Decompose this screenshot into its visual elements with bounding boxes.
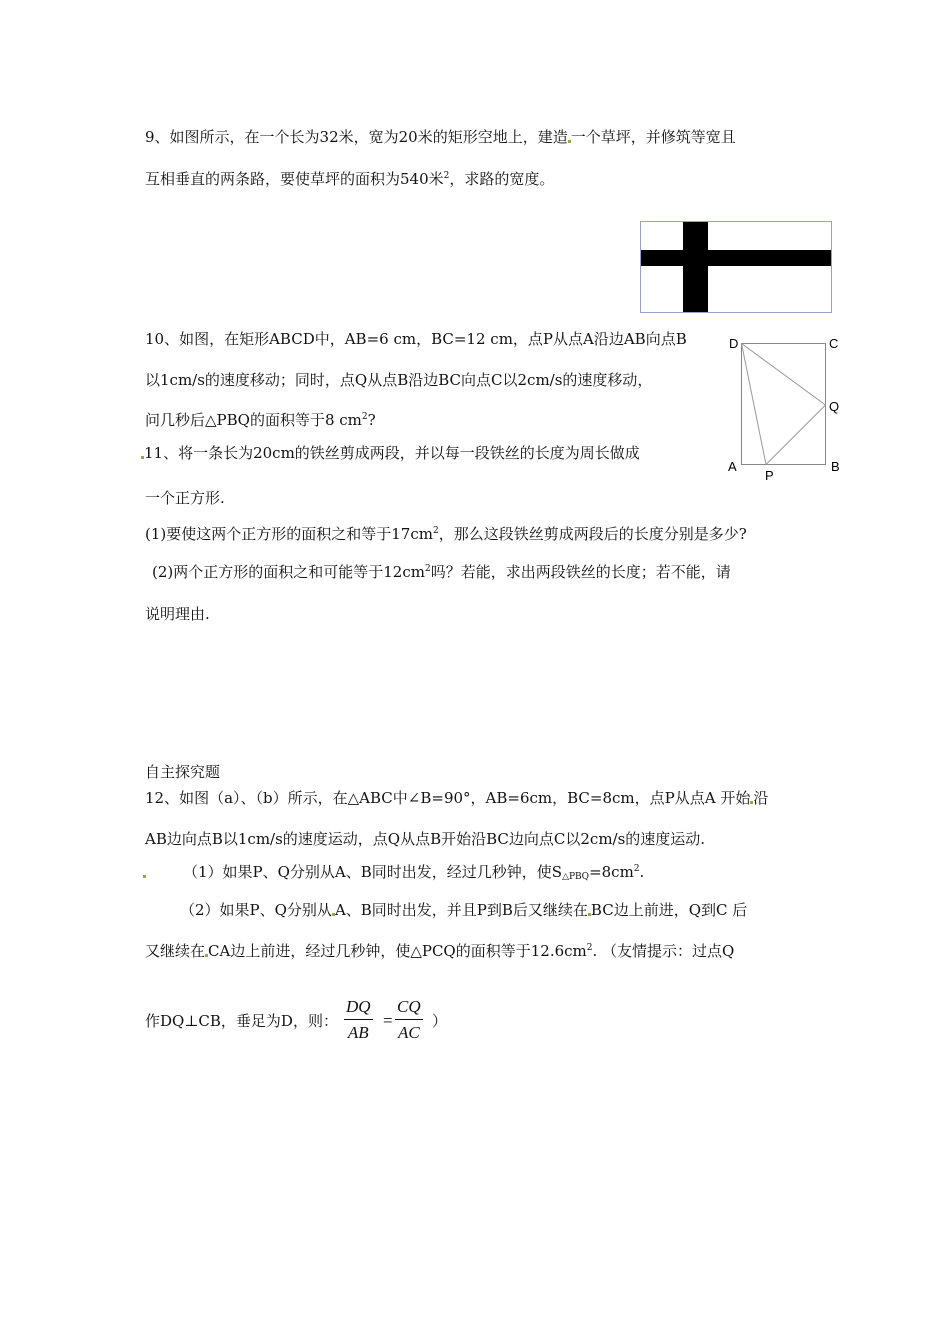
- fraction-dq-over-ab: [344, 997, 373, 1043]
- label-b: B: [831, 459, 840, 474]
- label-p: P: [765, 468, 774, 483]
- segment-pq: [766, 405, 826, 465]
- segment-dq: [742, 344, 826, 406]
- q11-part1: (1)要使这两个正方形的面积之和等于$17cm^2$，那么这段铁丝剪成两段后的长度分别是多少?: [145, 525, 747, 543]
- q9-line2: 互相垂直的两条路，要使草坪的面积为540米$^2$，求路的宽度。: [145, 170, 555, 188]
- fraction-bar: [344, 1019, 373, 1020]
- q9-line1: 9、如图所示，在一个长为32米，宽为20米的矩形空地上，建造 一个草坪，并修筑等宽且: [145, 128, 736, 146]
- vertical-road: [683, 222, 708, 312]
- equals-sign: =: [383, 1011, 393, 1030]
- fraction-numerator: DQ: [346, 997, 371, 1016]
- label-q: Q: [829, 399, 840, 414]
- closing-paren: ）: [432, 1012, 448, 1030]
- fraction-bar: [395, 1019, 423, 1020]
- q12-line2: AB边向点B以1cm/s的速度运动，点Q从点B开始沿BC边向点C以2cm/s的速度运动.: [145, 830, 706, 848]
- section-title: 自主探究题: [145, 763, 221, 781]
- q12-part2-line2: 又继续在 CA边上前进，经过几秒钟，使△PCQ的面积等于$12.6cm^2$. （友情提示：过点Q: [145, 942, 735, 960]
- stray-dot-mark: [143, 875, 146, 878]
- q11-part2: (2)两个正方形的面积之和可能等于$12cm^2$吗？若能，求出两段铁丝的长度；若不能，请: [152, 563, 731, 581]
- q10-line1: 10、如图，在矩形ABCD中，AB=6 cm，BC=12 cm，点P从点A沿边AB向点B: [145, 330, 687, 348]
- q12-part2-line1: （2）如果P、Q分别从 A、B同时出发，并且P到B后又继续在 BC边上前进，Q到C 后: [180, 901, 748, 919]
- segment-dp: [742, 344, 767, 465]
- label-a: A: [728, 459, 737, 474]
- q12-part1: （1）如果P、Q分别从A、B同时出发，经过几秒钟，使$S_{\triangle PBQ}=8cm^2$.: [143, 862, 644, 882]
- label-d: D: [729, 336, 739, 351]
- horizontal-road: [641, 250, 831, 266]
- fraction-cq-over-ac: [395, 997, 423, 1043]
- q11-line2: 一个正方形.: [145, 489, 225, 507]
- fraction-numerator: CQ: [397, 997, 421, 1016]
- q10-line2: 以1cm/s的速度移动；同时，点Q从点B沿边BC向点C以2cm/s的速度移动，: [145, 371, 653, 389]
- label-c: C: [829, 336, 839, 351]
- figure-9-field-with-roads: [640, 221, 832, 313]
- q10-line3: 问几秒后△PBQ的面积等于8 $cm^2$?: [145, 411, 376, 429]
- q12-part2-line3: 作DQ⊥CB，垂足为D，则：: [145, 1012, 338, 1030]
- field-rectangle: [641, 222, 832, 313]
- q12-line1: 12、如图（a）、（b）所示，在△ABC中∠B=90°，AB=6cm，BC=8cm，点P从点A 开始 沿: [145, 789, 769, 807]
- q11-part2-cont: 说明理由.: [145, 605, 210, 623]
- q11-line1: 11、将一条长为20cm的铁丝剪成两段，并以每一段铁丝的长度为周长做成: [141, 443, 640, 463]
- figure-10-rectangle-abcd: [725, 333, 850, 485]
- fraction-denominator: AB: [347, 1023, 369, 1042]
- fraction-denominator: AC: [397, 1023, 420, 1042]
